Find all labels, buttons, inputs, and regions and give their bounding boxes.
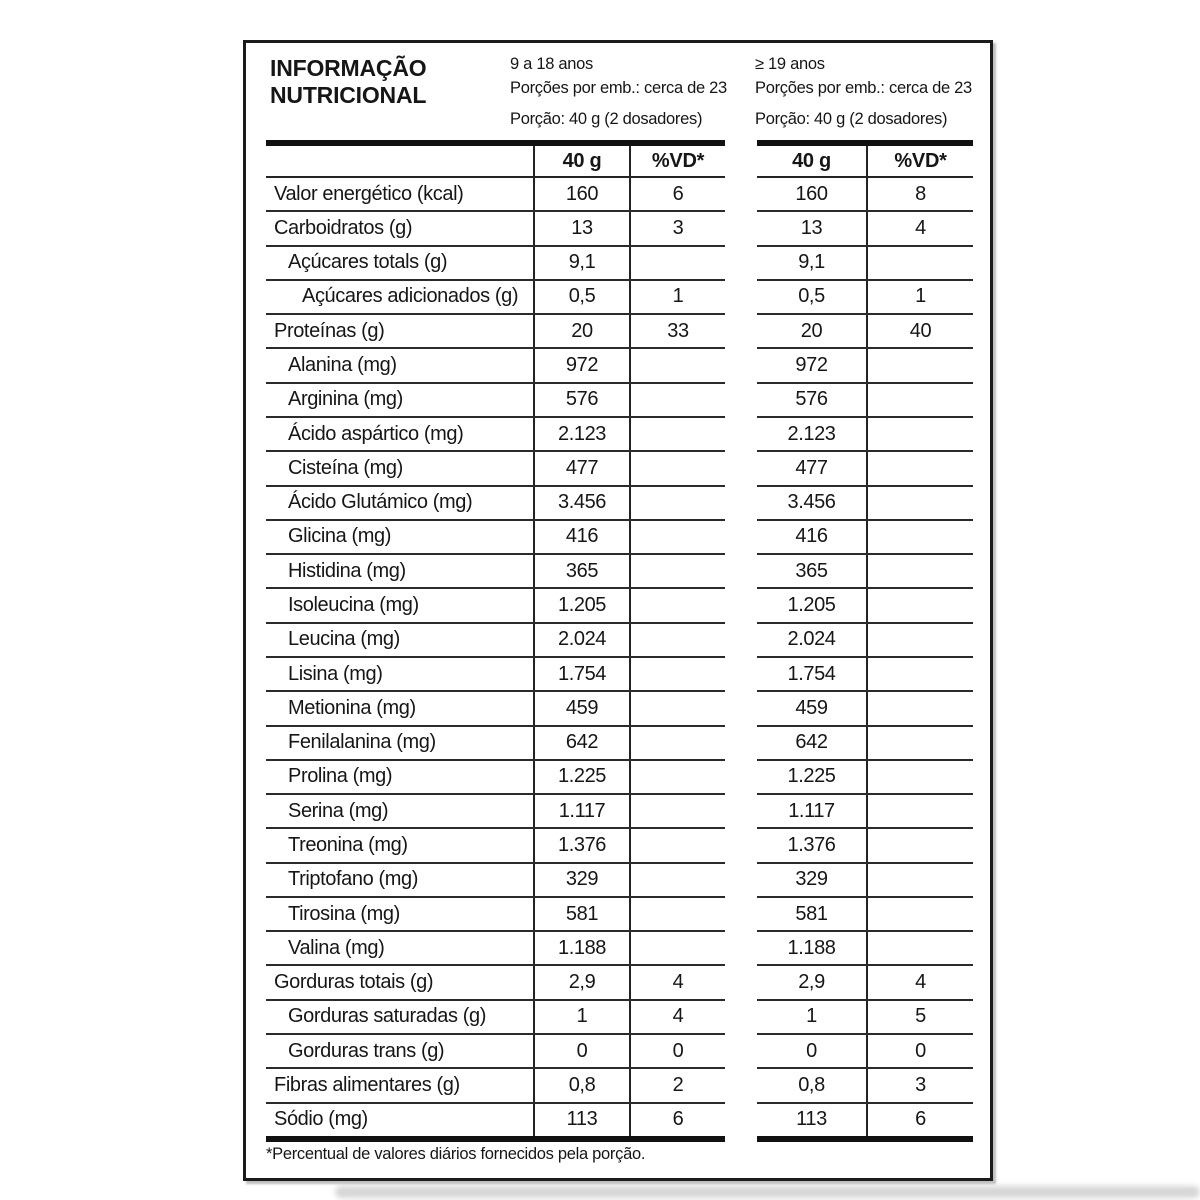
column-header-amount: 40 g xyxy=(792,149,831,172)
dv-value-9-18 xyxy=(629,487,725,519)
amount-value-9-18: 9,1 xyxy=(533,247,629,279)
nutrient-label: Ácido aspártico (mg) xyxy=(288,422,464,445)
dv-value-9-18 xyxy=(629,624,725,656)
amount-value-9-18: 0,8 xyxy=(533,1069,629,1101)
amount-value-9-18: 2.024 xyxy=(533,624,629,656)
amount-value-19plus: 459 xyxy=(795,696,828,719)
nutrient-label: Metionina (mg) xyxy=(288,696,416,719)
table-row xyxy=(266,247,725,281)
dv-value-19plus xyxy=(866,658,973,690)
table-row xyxy=(266,418,725,452)
table-row xyxy=(266,727,725,761)
amount-value-9-18: 1.188 xyxy=(533,932,629,964)
dv-value-9-18: 0 xyxy=(629,1035,725,1067)
group-serving-size: Porção: 40 g (2 dosadores) xyxy=(755,110,948,128)
dv-value-9-18 xyxy=(629,418,725,450)
dv-value-19plus xyxy=(866,727,973,759)
column-header-row xyxy=(266,146,725,178)
table-row xyxy=(757,658,973,692)
table-row xyxy=(266,864,725,898)
scan-artifact xyxy=(335,1186,1200,1198)
amount-value-9-18: 160 xyxy=(533,178,629,210)
amount-value-19plus: 2.123 xyxy=(787,422,836,445)
dv-value-9-18 xyxy=(629,692,725,724)
dv-value-19plus xyxy=(866,932,973,964)
amount-value-19plus: 3.456 xyxy=(787,491,836,514)
amount-value-9-18: 2.123 xyxy=(533,418,629,450)
nutrient-label: Proteínas (g) xyxy=(274,319,385,342)
dv-value-9-18: 4 xyxy=(629,966,725,998)
amount-value-19plus: 1.117 xyxy=(788,799,835,822)
dv-value-19plus xyxy=(866,829,973,861)
table-row xyxy=(757,1035,973,1069)
table-row xyxy=(757,521,973,555)
nutrient-label: Gorduras totais (g) xyxy=(274,971,434,994)
label-title-line1: INFORMAÇÃO xyxy=(270,55,427,81)
amount-value-9-18: 113 xyxy=(533,1104,629,1136)
table-row xyxy=(266,521,725,555)
dv-value-19plus xyxy=(866,521,973,553)
table-row xyxy=(266,966,725,1000)
table-row xyxy=(266,1001,725,1035)
nutrient-label: Valor energético (kcal) xyxy=(274,182,464,205)
dv-value-19plus: 0 xyxy=(866,1035,973,1067)
table-row xyxy=(266,281,725,315)
amount-value-19plus: 0,8 xyxy=(798,1073,825,1096)
table-row xyxy=(757,864,973,898)
table-row xyxy=(266,315,725,349)
nutrient-label: Cisteína (mg) xyxy=(288,456,403,479)
table-row xyxy=(266,692,725,726)
nutrition-table-9-18-anos xyxy=(266,140,725,1142)
amount-value-9-18: 365 xyxy=(533,555,629,587)
dv-value-9-18: 2 xyxy=(629,1069,725,1101)
nutrient-label: Triptofano (mg) xyxy=(288,868,418,891)
dv-value-9-18 xyxy=(629,658,725,690)
column-header-amount: 40 g xyxy=(533,146,629,176)
dv-value-9-18: 1 xyxy=(629,281,725,313)
table-row xyxy=(266,898,725,932)
amount-value-19plus: 1.754 xyxy=(787,662,836,685)
amount-value-19plus: 477 xyxy=(795,456,828,479)
column-header-dv: %VD* xyxy=(866,146,973,176)
amount-value-9-18: 1.205 xyxy=(533,589,629,621)
nutrient-label: Fibras alimentares (g) xyxy=(274,1073,460,1096)
amount-value-19plus: 113 xyxy=(796,1108,827,1131)
table-row xyxy=(266,589,725,623)
nutrient-label: Arginina (mg) xyxy=(288,388,403,411)
amount-value-9-18: 1.117 xyxy=(533,795,629,827)
dv-value-19plus: 40 xyxy=(866,315,973,347)
table-row xyxy=(757,624,973,658)
nutrient-label: Alanina (mg) xyxy=(288,354,397,377)
amount-value-19plus: 972 xyxy=(795,354,828,377)
amount-value-9-18: 3.456 xyxy=(533,487,629,519)
dv-value-9-18 xyxy=(629,829,725,861)
nutrient-label: Histidina (mg) xyxy=(288,559,406,582)
dv-value-19plus xyxy=(866,624,973,656)
table-bottom-rule xyxy=(757,1136,973,1142)
group-age-range: 9 a 18 anos xyxy=(510,55,593,73)
amount-value-19plus: 329 xyxy=(795,868,828,891)
dv-value-19plus xyxy=(866,898,973,930)
dv-value-19plus xyxy=(866,589,973,621)
amount-value-19plus: 0,5 xyxy=(798,285,825,308)
table-row xyxy=(266,349,725,383)
amount-value-9-18: 416 xyxy=(533,521,629,553)
nutrient-label: Gorduras saturadas (g) xyxy=(288,1005,486,1028)
nutrient-label: Lisina (mg) xyxy=(288,662,383,685)
amount-value-9-18: 477 xyxy=(533,452,629,484)
label-title xyxy=(270,55,426,109)
dv-value-19plus xyxy=(866,555,973,587)
amount-value-19plus: 1.205 xyxy=(787,594,836,617)
amount-value-9-18: 1.376 xyxy=(533,829,629,861)
table-row xyxy=(757,795,973,829)
nutrient-label: Tirosina (mg) xyxy=(288,902,400,925)
dv-value-9-18: 4 xyxy=(629,1001,725,1033)
nutrient-label: Açúcares adicionados (g) xyxy=(302,285,519,308)
dv-value-19plus: 1 xyxy=(866,281,973,313)
dv-value-9-18 xyxy=(629,555,725,587)
table-row xyxy=(757,247,973,281)
amount-value-19plus: 2,9 xyxy=(798,971,825,994)
column-header-empty xyxy=(266,146,533,176)
table-row xyxy=(757,1069,973,1103)
nutrient-label: Sódio (mg) xyxy=(274,1108,368,1131)
table-row xyxy=(266,624,725,658)
nutrient-label: Serina (mg) xyxy=(288,799,389,822)
group-servings-per-pack: Porções por emb.: cerca de 23 xyxy=(510,79,727,97)
dv-value-19plus xyxy=(866,452,973,484)
table-row xyxy=(757,966,973,1000)
table-row xyxy=(757,281,973,315)
amount-value-19plus: 576 xyxy=(795,388,828,411)
nutrient-label: Treonina (mg) xyxy=(288,833,408,856)
nutrient-label: Fenilalanina (mg) xyxy=(288,731,436,754)
dv-value-9-18 xyxy=(629,589,725,621)
table-row xyxy=(266,1069,725,1103)
dv-value-19plus xyxy=(866,487,973,519)
table-row xyxy=(266,212,725,246)
dv-value-19plus xyxy=(866,247,973,279)
dv-value-9-18 xyxy=(629,247,725,279)
table-row xyxy=(757,692,973,726)
amount-value-19plus: 1.376 xyxy=(787,833,836,856)
table-row xyxy=(757,761,973,795)
dv-value-9-18 xyxy=(629,795,725,827)
amount-value-9-18: 2,9 xyxy=(533,966,629,998)
nutrient-label: Carboidratos (g) xyxy=(274,216,413,239)
amount-value-9-18: 581 xyxy=(533,898,629,930)
nutrient-label: Valina (mg) xyxy=(288,936,385,959)
dv-value-19plus: 5 xyxy=(866,1001,973,1033)
table-row xyxy=(266,452,725,486)
dv-value-9-18 xyxy=(629,932,725,964)
table-row xyxy=(757,1104,973,1136)
amount-value-19plus: 9,1 xyxy=(798,251,825,274)
table-row xyxy=(266,555,725,589)
amount-value-9-18: 576 xyxy=(533,384,629,416)
amount-value-9-18: 13 xyxy=(533,212,629,244)
table-row xyxy=(757,178,973,212)
table-row xyxy=(757,555,973,589)
table-row xyxy=(757,487,973,521)
table-row xyxy=(757,898,973,932)
nutrient-label: Gorduras trans (g) xyxy=(288,1039,445,1062)
dv-value-19plus xyxy=(866,761,973,793)
amount-value-19plus: 13 xyxy=(800,216,823,239)
dv-value-9-18 xyxy=(629,727,725,759)
table-row xyxy=(757,589,973,623)
table-row xyxy=(757,418,973,452)
amount-value-19plus: 365 xyxy=(795,559,828,582)
dv-value-19plus: 6 xyxy=(866,1104,973,1136)
dv-value-19plus: 4 xyxy=(866,966,973,998)
nutrient-label: Ácido Glutámico (mg) xyxy=(288,491,473,514)
amount-value-19plus: 1.188 xyxy=(787,936,836,959)
amount-value-19plus: 416 xyxy=(795,525,828,548)
table-row xyxy=(266,795,725,829)
amount-value-9-18: 642 xyxy=(533,727,629,759)
dv-value-19plus xyxy=(866,384,973,416)
table-row xyxy=(757,384,973,418)
nutrient-label: Leucina (mg) xyxy=(288,628,400,651)
dv-value-19plus: 4 xyxy=(866,212,973,244)
amount-value-9-18: 1.225 xyxy=(533,761,629,793)
table-row xyxy=(757,1001,973,1035)
amount-value-19plus: 20 xyxy=(800,319,823,342)
dv-value-19plus xyxy=(866,864,973,896)
dv-value-9-18 xyxy=(629,349,725,381)
table-row xyxy=(757,212,973,246)
amount-value-9-18: 1 xyxy=(533,1001,629,1033)
label-title-line2: NUTRICIONAL xyxy=(270,82,427,108)
nutrient-label: Isoleucina (mg) xyxy=(288,594,419,617)
dv-value-9-18 xyxy=(629,761,725,793)
table-row xyxy=(266,932,725,966)
dv-value-9-18 xyxy=(629,521,725,553)
table-row xyxy=(266,384,725,418)
table-row xyxy=(266,1035,725,1069)
table-row xyxy=(266,1104,725,1136)
nutrition-label-panel xyxy=(243,40,993,1181)
amount-value-19plus: 0 xyxy=(806,1039,817,1062)
nutrition-table-19-anos xyxy=(757,140,973,1142)
table-bottom-rule xyxy=(266,1136,725,1142)
amount-value-9-18: 329 xyxy=(533,864,629,896)
group-servings-per-pack: Porções por emb.: cerca de 23 xyxy=(755,79,972,97)
dv-value-9-18: 3 xyxy=(629,212,725,244)
group-header-9-18-anos xyxy=(510,52,727,131)
table-row xyxy=(757,315,973,349)
dv-value-9-18: 33 xyxy=(629,315,725,347)
nutrient-label: Glicina (mg) xyxy=(288,525,391,548)
table-row xyxy=(757,727,973,761)
amount-value-9-18: 1.754 xyxy=(533,658,629,690)
amount-value-19plus: 1 xyxy=(806,1005,817,1028)
dv-value-19plus: 8 xyxy=(866,178,973,210)
dv-value-9-18 xyxy=(629,384,725,416)
table-row xyxy=(266,178,725,212)
amount-value-9-18: 0,5 xyxy=(533,281,629,313)
group-header-19-anos xyxy=(755,52,972,131)
table-row xyxy=(266,658,725,692)
amount-value-19plus: 581 xyxy=(795,902,828,925)
dv-value-9-18: 6 xyxy=(629,1104,725,1136)
amount-value-9-18: 459 xyxy=(533,692,629,724)
amount-value-9-18: 972 xyxy=(533,349,629,381)
table-body xyxy=(757,178,973,1136)
dv-value-9-18 xyxy=(629,864,725,896)
table-row xyxy=(757,452,973,486)
dv-value-9-18 xyxy=(629,898,725,930)
group-serving-size: Porção: 40 g (2 dosadores) xyxy=(510,110,703,128)
amount-value-9-18: 20 xyxy=(533,315,629,347)
table-body xyxy=(266,178,725,1136)
amount-value-19plus: 1.225 xyxy=(787,765,836,788)
table-row xyxy=(266,829,725,863)
dv-value-19plus xyxy=(866,418,973,450)
table-row xyxy=(757,932,973,966)
table-row xyxy=(266,487,725,521)
column-header-row xyxy=(757,146,973,178)
amount-value-19plus: 160 xyxy=(795,182,828,205)
dv-value-19plus xyxy=(866,692,973,724)
dv-value-9-18: 6 xyxy=(629,178,725,210)
dv-value-19plus xyxy=(866,795,973,827)
nutrient-label: Prolina (mg) xyxy=(288,765,393,788)
table-row xyxy=(757,349,973,383)
amount-value-9-18: 0 xyxy=(533,1035,629,1067)
dv-value-19plus xyxy=(866,349,973,381)
column-header-dv: %VD* xyxy=(629,146,725,176)
table-row xyxy=(266,761,725,795)
daily-values-footnote: *Percentual de valores diários fornecidos pela porção. xyxy=(266,1145,646,1163)
nutrient-label: Açúcares totals (g) xyxy=(288,251,448,274)
amount-value-19plus: 642 xyxy=(795,731,828,754)
group-age-range: ≥ 19 anos xyxy=(755,55,825,73)
table-row xyxy=(757,829,973,863)
amount-value-19plus: 2.024 xyxy=(787,628,836,651)
dv-value-9-18 xyxy=(629,452,725,484)
dv-value-19plus: 3 xyxy=(866,1069,973,1101)
